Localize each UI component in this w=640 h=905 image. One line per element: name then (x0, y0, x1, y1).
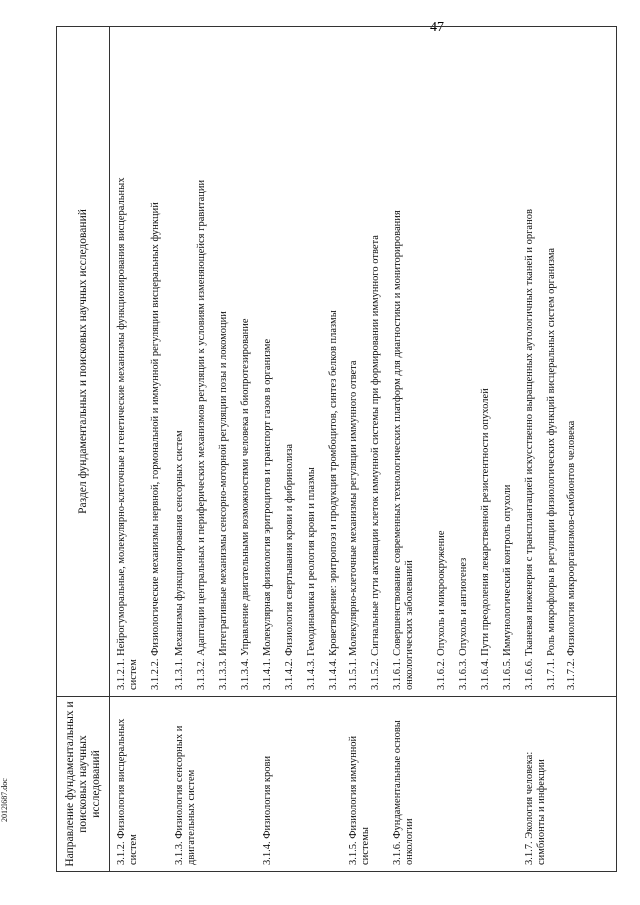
direction-3-1-6: 3.1.6. Фундаментальные основы онкологии (392, 720, 415, 865)
list-item: 3.1.2.2. Физиологические механизмы нервной, гормональной и иммунной регуляции висцеральных функций (150, 202, 161, 690)
list-item: 3.1.6.2. Опухоль и микроокружение (436, 530, 447, 690)
list-item: 3.1.2.1. Нейрогуморальные, молекулярно-клеточные и генетические механизмы функционирования висцеральных (116, 177, 127, 690)
list-item: 3.1.6.3. Опухоль и ангиогенез (458, 557, 469, 690)
list-item: 3.1.4.2. Физиология свертывания крови и фибринолиза (284, 443, 295, 690)
direction-3-1-3: 3.1.3. Физиология сенсорных и двигательных систем (174, 725, 197, 865)
direction-3-1-4: 3.1.4. Физиология крови (262, 755, 273, 865)
list-item: 3.1.3.3. Интегративные механизмы сенсорно-моторной регуляции позы и локомоции (218, 311, 229, 690)
list-item: 3.1.4.3. Гемодинамика и реология крови и плазмы (306, 467, 317, 690)
list-item: 3.1.6.4. Пути преодоления лекарственной резистентности опухолей (480, 388, 491, 690)
list-item: 3.1.6.1. Совершенствование современных технологических платформ для диагностики и мониторирования (392, 210, 403, 690)
direction-3-1-7: 3.1.7. Экология человека: симбионты и инфекции (524, 751, 547, 865)
list-item: 3.1.6.6. Тканевая инженерия с трансплантацией искусственно выращенных аутологичных тканей и органов (524, 209, 535, 690)
rotated-table-area (56, 27, 628, 872)
header-direction: Направление фундаментальных и поисковых научных исследований (57, 697, 110, 872)
list-item: 3.1.6.5. Иммунологический контроль опухоли (502, 484, 513, 690)
list-item: 3.1.4.1. Молекулярная физиология эритроцитов и транспорт газов в организме (262, 338, 273, 690)
list-item: 3.1.3.2. Адаптации центральных и периферических механизмов регуляции к условиям изменяющейся гравитации (196, 179, 207, 690)
list-item: 3.1.5.1. Молекулярно-клеточные механизмы регуляции иммунного ответа (348, 360, 359, 690)
list-item: систем (128, 659, 139, 690)
list-item: 3.1.4.4. Кроветворение: эритропоэз и продукция тромбоцитов, синтез белков плазмы (328, 310, 339, 690)
list-item: 3.1.7.2. Физиология микроорганизмов-симбионтов человека (566, 420, 577, 690)
research-table (56, 26, 617, 872)
list-item: 3.1.7.1. Роль микрофлоры в регуляции физиологических функций висцеральных систем организма (546, 247, 557, 690)
table-body-row (110, 27, 617, 872)
list-item: 3.1.5.2. Сигнальные пути активации клеток иммунной системы при формировании иммунного ответа (370, 235, 381, 690)
direction-3-1-2: 3.1.2. Физиология висцеральных систем (116, 718, 139, 865)
page-number: 47 (430, 20, 444, 35)
list-item: 3.1.3.4. Управление двигательными возможностями человека и биопротезирование (240, 318, 251, 690)
footer-filename: 2012l687.doc (0, 778, 9, 822)
header-section: Раздел фундаментальных и поисковых научных исследований (57, 27, 110, 697)
sections-column (110, 27, 617, 697)
directions-column (110, 697, 617, 872)
list-item: онкологических заболеваний (404, 560, 415, 690)
table-header-row (57, 27, 110, 872)
direction-3-1-5: 3.1.5. Физиология иммунной системы (348, 735, 371, 865)
list-item: 3.1.3.1. Механизмы функционирования сенсорных систем (174, 430, 185, 690)
